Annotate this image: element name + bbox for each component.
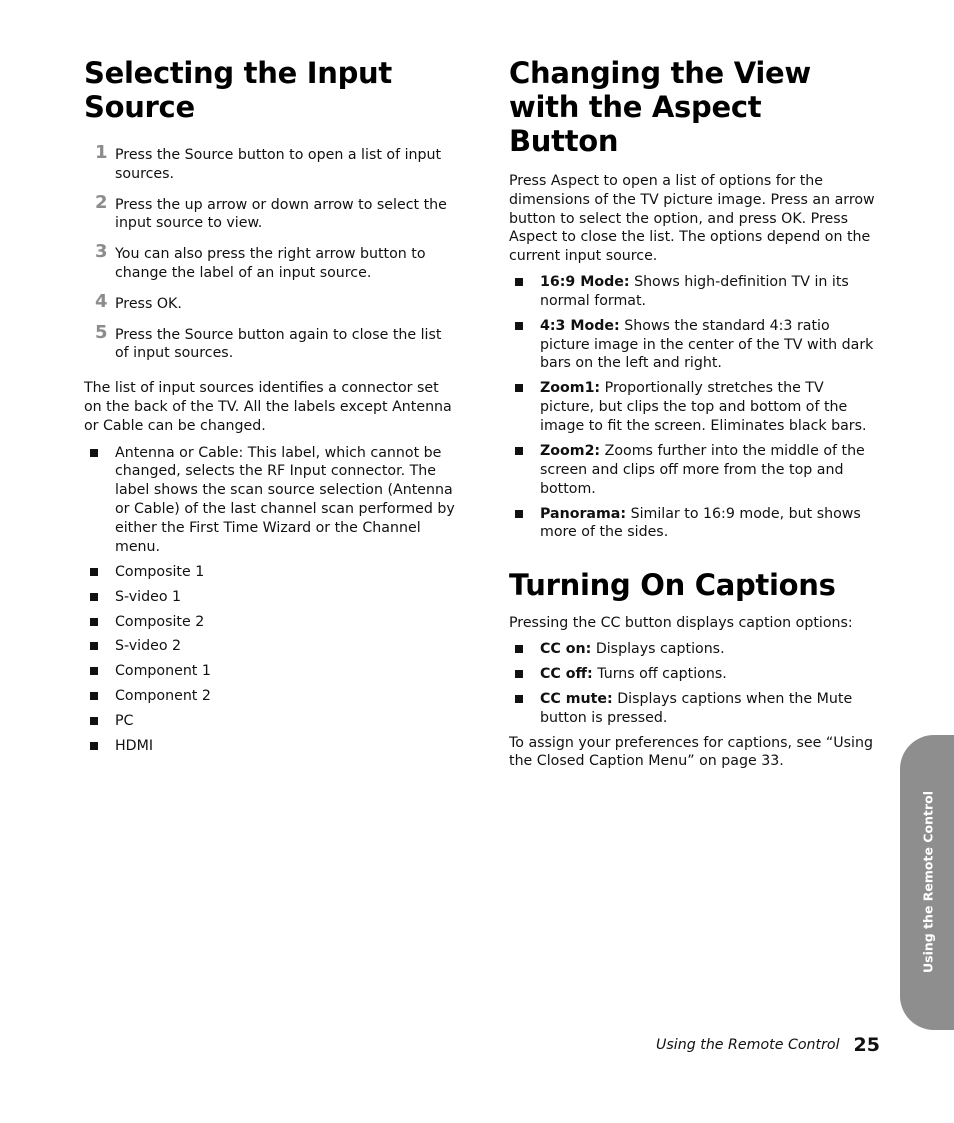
input-source-paragraph: The list of input sources identifies a connector set on the back of the TV. All the labels except Antenna or Cable can be changed. — [84, 380, 452, 434]
bullet-square-icon — [90, 593, 98, 601]
bullet-square-icon — [90, 449, 98, 457]
step-text: Press the up arrow or down arrow to select the input source to view. — [115, 196, 447, 232]
list-item — [509, 505, 879, 543]
step-item — [84, 290, 456, 314]
list-item-text: HDMI — [115, 738, 154, 755]
bullet-square-icon — [90, 667, 98, 675]
list-item-text: Composite 1 — [115, 563, 205, 580]
option-term: 16:9 Mode: — [540, 273, 630, 290]
bullet-square-icon — [515, 510, 523, 518]
step-number: 3 — [95, 241, 108, 263]
list-item-text: Component 1 — [115, 663, 211, 680]
step-item — [84, 191, 456, 234]
list-item — [84, 662, 456, 681]
option-desc: Similar to 16:9 mode, but shows more of the sides. — [540, 505, 861, 541]
list-item-text: Antenna or Cable: This label, which cannot be changed, selects the RF Input connector. The label shows the scan source selection (Antenna or Cable) of the last channel scan performed by either the First Time Wizard or the Channel menu. — [115, 444, 455, 555]
step-item — [84, 142, 456, 184]
aspect-options-list — [509, 273, 879, 542]
option-desc: Zooms further into the middle of the screen and clips off more from the top and bottom. — [540, 442, 865, 497]
footer-chapter-title: Using the Remote Control — [656, 1037, 840, 1053]
step-item — [84, 321, 456, 364]
option-term: 4:3 Mode: — [540, 317, 620, 334]
list-item-text: S-video 2 — [115, 638, 182, 655]
list-item — [509, 442, 879, 498]
input-source-heading: Selecting the Input Source — [84, 56, 392, 124]
option-term: CC off: — [540, 665, 593, 682]
page-footer — [600, 1034, 880, 1056]
bullet-square-icon — [90, 692, 98, 700]
list-item — [84, 737, 456, 756]
option-term: Zoom1: — [540, 380, 601, 397]
aspect-heading: Changing the View with the Aspect Button — [509, 56, 811, 158]
bullet-square-icon — [515, 695, 523, 703]
list-item — [84, 687, 456, 706]
list-item — [509, 640, 879, 659]
bullet-square-icon — [90, 568, 98, 576]
option-desc: Turns off captions. — [597, 665, 727, 682]
step-item — [84, 241, 456, 283]
bullet-square-icon — [90, 717, 98, 725]
step-text: You can also press the right arrow button to change the label of an input source. — [115, 246, 426, 281]
list-item-text: Composite 2 — [115, 613, 205, 630]
input-source-list — [84, 444, 456, 757]
option-desc: Shows the standard 4:3 ratio picture image in the center of the TV with dark bars on the left and right. — [540, 317, 874, 372]
list-item — [509, 665, 879, 684]
step-text: Press the Source button to open a list of input sources. — [115, 147, 442, 182]
list-item — [509, 690, 879, 728]
list-item — [84, 588, 456, 607]
list-item — [509, 379, 879, 435]
list-item-text: S-video 1 — [115, 588, 182, 605]
captions-outro: To assign your preferences for captions, see “Using the Closed Caption Menu” on page 33. — [509, 734, 873, 770]
left-column — [84, 56, 456, 762]
list-item — [84, 563, 456, 582]
bullet-square-icon — [515, 322, 523, 330]
page-number: 25 — [853, 1034, 880, 1056]
list-item — [509, 273, 879, 311]
list-item — [84, 613, 456, 632]
option-term: Panorama: — [540, 505, 627, 522]
step-text: Press the Source button again to close the list of input sources. — [115, 326, 442, 362]
captions-heading: Turning On Captions — [509, 568, 836, 603]
list-item — [84, 637, 456, 656]
option-term: Zoom2: — [540, 442, 601, 459]
aspect-intro: Press Aspect to open a list of options for the dimensions of the TV picture image. Press an arrow button to select the option, and press OK. Press Aspect to close the list. The options depend on the current input source. — [509, 173, 875, 265]
list-item — [509, 317, 879, 373]
right-column — [509, 56, 879, 771]
bullet-square-icon — [90, 742, 98, 750]
option-desc: Displays captions. — [595, 640, 725, 657]
step-number: 1 — [95, 142, 108, 163]
option-term: CC on: — [540, 640, 592, 657]
list-item — [84, 444, 456, 557]
chapter-side-tab-label: Using the Remote Control — [920, 791, 936, 973]
bullet-square-icon — [515, 645, 523, 653]
step-number: 2 — [95, 191, 108, 213]
input-source-steps — [84, 142, 456, 363]
caption-options-list — [509, 640, 879, 728]
bullet-square-icon — [515, 384, 523, 392]
step-number: 4 — [95, 290, 108, 312]
list-item-text: Component 2 — [115, 688, 211, 705]
option-desc: Displays captions when the Mute button is pressed. — [540, 690, 853, 726]
bullet-square-icon — [515, 670, 523, 678]
bullet-square-icon — [90, 642, 98, 650]
captions-intro: Pressing the CC button displays caption options: — [509, 615, 853, 632]
list-item — [84, 712, 456, 731]
step-number: 5 — [95, 321, 108, 343]
option-desc: Shows high-definition TV in its normal format. — [540, 273, 849, 309]
option-desc: Proportionally stretches the TV picture, but clips the top and bottom of the image to fit the screen. Eliminates black bars. — [540, 380, 867, 434]
step-text: Press OK. — [115, 295, 182, 312]
list-item-text: PC — [115, 713, 134, 730]
bullet-square-icon — [515, 278, 523, 286]
bullet-square-icon — [515, 447, 523, 455]
option-term: CC mute: — [540, 690, 613, 707]
bullet-square-icon — [90, 618, 98, 626]
